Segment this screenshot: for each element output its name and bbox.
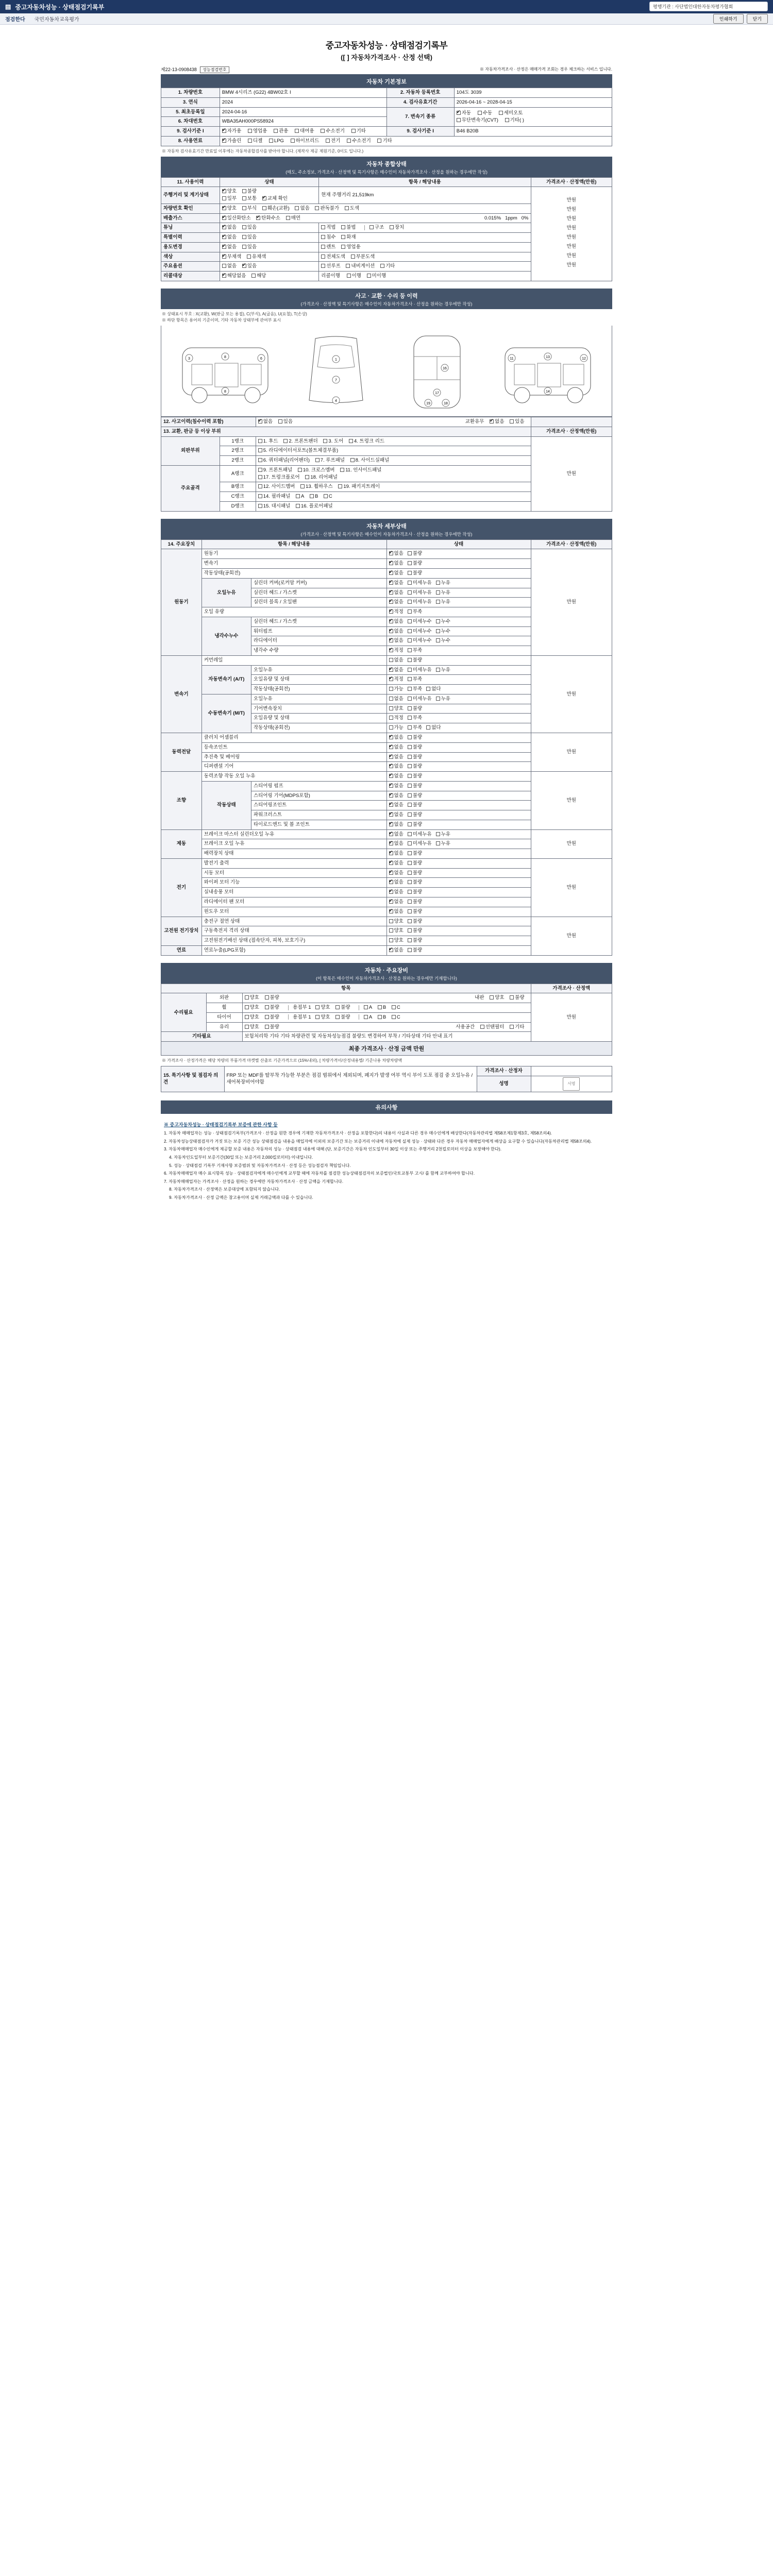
sec4-row-label-e9: 라디에이터 [251,636,387,646]
section2-band: 자동차 종합상태 (매도, 주소정보, 가격조사 · 산정액 및 특기사항은 매수인이 자동차가격조사 · 산정을 원하는 경우에만 작성) [161,157,612,177]
section3-price-cell[interactable]: 만원 [531,436,612,511]
svg-text:8: 8 [224,355,226,360]
field-label-model: 1. 차량번호 [161,88,220,98]
sec4-row-state-e2[interactable]: ✔ 없음 불량 [386,568,531,578]
sec4-row-label-s1: 스티어링 펌프 [251,781,387,791]
sec4-row-state-el1[interactable]: ✔ 없음 불량 [386,868,531,878]
sec4-row-label-t7: 작동상태(공회전) [251,723,387,733]
sec4-group-engine: 원동기 [161,549,202,655]
sec4-row-state-s0[interactable]: ✔ 없음 불량 [386,772,531,782]
recall-label: 리콜이행 [321,273,340,279]
sec2-row-state-1[interactable]: ✔ 양호 부식 훼손(교환) 없음 판독불가 도색 [220,204,531,213]
field-label-reg: 2. 자동차 등록번호 [386,88,454,98]
sec4-row-state-e6[interactable]: ✔ 적정 부족 [386,607,531,617]
browser-window-controls[interactable] [653,4,768,10]
price-3: 만원 [566,225,576,231]
section3-band: 사고 · 교환 · 수리 등 이력 (가격조사 · 산정액 및 특기사항은 매수인이 자동차가격조사 · 산정을 원하는 경우에만 작성) [161,289,612,309]
svg-text:6: 6 [260,357,262,361]
svg-text:14: 14 [546,390,550,394]
sec5-row-name-0: 외판 [206,993,242,1003]
sec4-sub-coolant: 냉각수누수 [201,617,251,655]
sec4-row-label-t3: 작동상태(공회전) [251,685,387,694]
field-value-valid: 2026-04-16 ~ 2028-04-15 [454,97,612,107]
sec4-row-label-s5: 타이로드엔드 및 볼 조인트 [251,820,387,829]
sec2-row-state-5[interactable]: ✔ 없음 있음 [220,242,319,252]
row12-price [531,417,612,427]
sec4-row-label-f0: 연료누출(LPG포함) [201,945,386,955]
sec5-row-value-2[interactable]: 양호 불량 용접부 1 양호 불량 A B C [242,1012,531,1022]
guide-item-1: 2. 자동차성능상태점검자가 거짓 또는 보증 기간 성능 상태점검을 내용을 매입자에 이외의 보증기간 또는 보증거리 이내에 자동차에 실제 성능 · 상태와 다른 경우 자동차 매매업자에게 배상을 요구할 수 있습니다(자동차관리법 제58조의4). [164,1139,592,1144]
sec4-row-label-el3: 실내송풍 모터 [201,888,386,897]
row15-signature[interactable] [531,1076,612,1092]
field-label-firstreg: 5. 최초등록일 [161,107,220,117]
guide-band: 유의사항 [161,1100,612,1114]
rule-badge: 성능점검번호 [200,66,229,73]
guide-item-0: 1. 자동차 매매업자는 성능 · 상태점검기록부(가격조사 · 산정을 원한 경우에 기재한 자동차가격조사 · 산정을 포함한다)의 내용이 사실과 다른 경우 매수인에게 배상한다(자동차관리법 제58조제1항제3호, 제58조의4). [164,1131,552,1136]
sec4-row-label-s0: 동력조향 작동 오일 누유 [201,772,386,782]
sec2-head-1: 상태 [220,177,319,187]
browser-title: 중고자동차성능 · 상태점검기록부 [15,3,105,11]
sec4-row-state-el3[interactable]: ✔ 없음 불량 [386,888,531,897]
sec5-mid-1: 용접부 1 [293,1005,311,1011]
row13-label: 13. 교환, 판금 등 이상 부위 [161,427,531,436]
sec2-row-state-7[interactable]: 없음 ✔ 있음 [220,262,319,272]
sec5-row-value-3[interactable]: 양호 불량 사용공간 선탠필터 기타 [242,1022,531,1032]
sec2-row-name-5: 용도변경 [161,242,220,252]
sec4-price-electric[interactable]: 만원 [531,858,612,917]
sec4-row-state-s1[interactable]: ✔ 없음 불량 [386,781,531,791]
sec4-row-label-t5: 기어변속장치 [251,704,387,714]
sec4-head-1: 항목 / 해당내용 [201,539,386,549]
sec4-row-label-e1: 변속기 [201,559,386,569]
price-0: 만원 [566,197,576,204]
sec4-row-label-t0: 커먼레일 [201,655,386,665]
sec4-row-label-e0: 원동기 [201,549,386,559]
sec5-mid-2: 용접부 1 [293,1014,311,1020]
sec4-row-state-e8[interactable]: ✔ 없음 미세누수 누수 [386,626,531,636]
sec5-price[interactable]: 만원 [531,993,612,1042]
sec4-row-label-b2: 배력장치 상태 [201,849,386,859]
sec4-row-state-s5[interactable]: ✔ 없음 불량 [386,820,531,829]
sec2-row-detail-7[interactable]: 선루프 내비게이션 기타 [319,262,531,272]
sec4-row-label-e7: 실린더 헤드 / 가스켓 [251,617,387,626]
sec2-row-state-6[interactable]: ✔ 무채색 유채색 [220,252,319,262]
tab-inspection[interactable]: 점검한다 [5,17,25,23]
group2-items-3[interactable]: 15. 대시패널 16. 플로어패널 [256,501,531,511]
sec4-row-label-s4: 파워크러스트 [251,810,387,820]
group2-rank-2: C랭크 [220,492,256,502]
svg-text:18: 18 [443,402,448,406]
field-value-vin: WBA35AH000PS58924 [220,117,386,127]
car-diagram [161,326,612,417]
group1-rank-2: 2랭크 [220,456,256,466]
sec4-row-state-s2[interactable]: ✔ 없음 불량 [386,791,531,801]
field-label-engine: 9. 검사기준 I [386,127,454,137]
sec4-row-state-e3[interactable]: ✔ 없음 미세누유 누유 [386,578,531,588]
sec4-row-state-e5[interactable]: ✔ 없음 미세누유 누유 [386,598,531,607]
row12-right-label: 교환유무 [465,419,484,425]
sec4-row-label-t2: 오일유량 및 상태 [251,675,387,685]
group2-items-1[interactable]: 12. 사이드멤버 13. 휠하우스 19. 패키지트레이 [256,482,531,492]
close-button[interactable]: 닫기 [747,14,768,24]
sec4-row-state-b2[interactable]: ✔ 없음 불량 [386,849,531,859]
section3-note1: ※ 상태표시 부호 : X(교환), W(판금 또는 용접), C(부식), A(굽음), U(요철), T(손상) [162,312,307,317]
sec4-row-state-el4[interactable]: ✔ 없음 불량 [386,897,531,907]
sec4-price-trans[interactable]: 만원 [531,655,612,733]
sec2-row-detail-5[interactable]: 렌트 영업용 [319,242,531,252]
sec4-row-label-hv2: 고전원전기배선 상태 (접속단자, 피복, 보호기구) [201,936,386,946]
sec4-sub-oilleak: 오일누유 [201,578,251,607]
row15-signer-name[interactable] [531,1066,612,1076]
section1-band: 자동차 기본정보 [161,74,612,88]
svg-text:3: 3 [188,357,190,361]
tab-evaluation[interactable]: 국민자동차교육평가 [34,17,79,23]
field-value-reg: 104도 3039 [454,88,612,98]
field-value-model: BMW 4시리즈 (G22) 4BW02호 I [220,88,386,98]
row15-opt-0: 가격조사 · 산정자 [477,1066,531,1076]
field-label-vin: 6. 차대번호 [161,117,220,127]
sec4-row-label-s3: 스티어링조인트 [251,801,387,810]
svg-text:1: 1 [335,358,338,362]
final-price-bar: 최종 가격조사 · 산정 금액 만원 [161,1042,612,1056]
page-subtitle: ([ ] 자동차가격조사 · 산정 선택) [341,54,432,61]
sec4-row-state-p2[interactable]: ✔ 없음 불량 [386,752,531,762]
car-front-diagram [297,331,375,413]
browser-topbar [0,0,773,13]
sec4-row-label-el1: 시동 모터 [201,868,386,878]
sec2-row-state-8[interactable]: ✔ 해당없음 해당 [220,272,319,281]
section3-notes [161,309,612,326]
field-value-use[interactable]: ✔ 자가용 영업용 관용 대여용 수소전기 기타 [220,127,386,137]
sec4-row-state-b1[interactable]: ✔ 없음 미세누유 누유 [386,839,531,849]
sec4-price-engine[interactable]: 만원 [531,549,612,655]
sec2-row-state-2[interactable]: ✔ 일산화탄소 ✔ 탄화수소 매연 0.015% 1ppm 0% [220,213,531,223]
sec4-row-state-b0[interactable]: ✔ 없음 미세누유 누유 [386,829,531,839]
group2-label: 주요골격 [161,465,220,511]
field-value-year: 2024 [220,97,386,107]
field-label-trans: 7. 변속기 종류 [386,107,454,127]
sec4-row-label-p3: 디퍼렌셜 기어 [201,762,386,772]
browser-subbar [0,13,773,25]
section1-table [161,88,612,146]
sec4-row-state-f0[interactable]: ✔ 없음 불량 [386,945,531,955]
sec5-head-0: 항목 [161,984,531,993]
sec4-row-label-t4: 오일누유 [251,694,387,704]
group2-items-0[interactable]: 9. 프론트패널 10. 크로스멤버 11. 인사이드패널 17. 트렁크플로어 18. 리어패널 [256,465,531,482]
sec4-row-label-e4: 실린더 헤드 / 가스켓 [251,588,387,598]
guide-item-4: 5. 성능 · 상태점검 기록부 기재사항 보증범위 및 자동차가격조사 · 산정 등은 성능점검자 책임입니다. [169,1163,351,1168]
guide-item-6: 7. 자동차매매업자는 가격조사 · 산정을 원하는 경우에만 자동차가격조사 · 산정 금액을 기재합니다. [164,1179,344,1184]
sec2-row-detail-4[interactable]: 침수 화재 [319,233,531,243]
sec4-row-label-hv1: 구동축전지 격리 상태 [201,926,386,936]
sec4-row-state-e9[interactable]: ✔ 없음 미세누수 누수 [386,636,531,646]
sec4-row-label-e3: 실린더 커버(로커암 커버) [251,578,387,588]
svg-text:16: 16 [442,367,447,371]
sec4-row-state-e0[interactable]: ✔ 없음 불량 [386,549,531,559]
sec4-sub-mt: 수동변속기 (M/T) [201,694,251,733]
final-note: ※ 가격조사 · 산정가격은 해당 차량의 부품가격 마켓별 산출로 기준가격으로 (15%내외), [ 차량가격이/산정내용별/ 기준나용 차량차량액 [162,1058,402,1063]
sec2-row-detail-8[interactable]: 리콜이행 이행 미이행 [319,272,531,281]
sec2-row-name-6: 색상 [161,252,220,262]
field-value-firstreg: 2024-04-16 [220,107,386,117]
sec5-row-value-1[interactable]: 양호 불량 용접부 1 양호 불량 A B C [242,1003,531,1013]
sec4-row-label-e6: 오일 유량 [201,607,386,617]
sec4-row-label-el5: 윈도우 모터 [201,907,386,917]
sec4-row-state-s4[interactable]: ✔ 없음 불량 [386,810,531,820]
sec2-row-name-7: 주요옵션 [161,262,220,272]
field-value-trans[interactable]: ✔자동 수동 세미오토 무단변속기(CVT) 기타( ) [454,107,612,127]
sec5-head-1: 가격조사 · 산정액 [531,984,612,993]
svg-text:17: 17 [434,392,439,396]
price-4: 만원 [566,234,576,241]
sec4-row-label-hv0: 충전구 절연 상태 [201,917,386,926]
sec4-row-state-s3[interactable]: ✔ 없음 불량 [386,801,531,810]
sec4-row-label-e2: 작동상태(공회전) [201,568,386,578]
signature-stamp: 서명 [563,1077,580,1091]
section2-table [161,177,612,281]
field-label-valid: 4. 검사유효기간 [386,97,454,107]
sec4-row-label-el0: 발전기 출력 [201,858,386,868]
sec2-row-name-2: 배출가스 [161,213,220,223]
sec5-etc-label: 기타필요 [161,1032,243,1042]
sec4-row-state-e4[interactable]: ✔ 없음 미세누유 누유 [386,588,531,598]
sec4-row-state-t7[interactable]: 가능 부족 없다 [386,723,531,733]
url-display[interactable]: 평행기관 : 사단법인대한자동차평가협회 [649,2,768,11]
guide-body [161,1114,612,1207]
sec2-row-name-3: 튜닝 [161,223,220,233]
row15-opt-1: 성명 [477,1076,531,1092]
document-page [0,25,773,1222]
sec5-row-right-name-3: 사용공간 [456,1024,475,1030]
sec2-row-detail-3[interactable]: 적법 불법 구조 장치 [319,223,531,233]
row12-label: 12. 사고이력(침수이력 포함) [161,417,256,427]
sec4-sub-operate: 작동상태 [201,781,251,829]
row12-value[interactable]: ✔ 없음 있음 교환유무 ✔ 없음 있음 [256,417,531,427]
sec2-head-3: 가격조사 · 산정액(만원) [531,177,612,187]
field-label-use: 9. 검사기준 I [161,127,220,137]
sec4-row-state-p1[interactable]: ✔ 없음 불량 [386,742,531,752]
sec4-row-state-t1[interactable]: ✔ 없음 미세누유 누유 [386,665,531,675]
sec2-row-name-8: 리콜대상 [161,272,220,281]
sec4-sub-at: 자동변속기 (A/T) [201,665,251,694]
sec2-price-col[interactable] [531,187,612,281]
svg-text:4: 4 [335,399,338,403]
sec5-row-name-2: 타이어 [206,1012,242,1022]
car-side-left-diagram [176,333,274,411]
sec4-group-steering: 조향 [161,772,202,830]
sec4-row-state-p3[interactable]: ✔ 없음 불량 [386,762,531,772]
section5-table [161,984,612,1042]
sec4-row-label-el4: 라디에이터 팬 모터 [201,897,386,907]
sec2-row-name-1: 차량번호 확인 [161,204,220,213]
price-7: 만원 [566,262,576,268]
sec4-head-0: 14. 주요장치 [161,539,202,549]
sec4-row-state-e10[interactable]: ✔ 적정 부족 [386,646,531,656]
document-meta [161,66,612,73]
field-label-fuel: 8. 사용연료 [161,136,220,146]
svg-text:7: 7 [335,379,338,383]
sec2-row-name-0: 주행거리 및 계기상태 [161,187,220,204]
sec4-row-label-p2: 추진축 및 베어링 [201,752,386,762]
price-5: 만원 [566,244,576,250]
sec4-row-state-t4[interactable]: 없음 미세누유 누유 [386,694,531,704]
sec2-head-2: 항목 / 해당내용 [319,177,531,187]
sec4-row-label-e10: 냉각수 수량 [251,646,387,656]
guide-title: ※ 중고자동차성능 · 상태점검기록부 보증에 관한 사항 등 [164,1122,278,1127]
sec4-row-state-t2[interactable]: ✔ 적정 부족 [386,675,531,685]
svg-text:11: 11 [510,357,514,361]
sec4-price-steering[interactable]: 만원 [531,772,612,830]
field-label-year: 3. 연식 [161,97,220,107]
sec4-group-hv: 고전원 전기장치 [161,917,202,945]
sec2-row-state-3[interactable]: ✔ 없음 있음 [220,223,319,233]
section4-band: 자동차 세부상태 (가격조사 · 산정액 및 특기사항은 매수인이 자동차가격조사 · 산정을 원하는 경우에만 작성) [161,519,612,539]
sec2-head-0: 11. 사용이력 [161,177,220,187]
sec4-row-state-t0[interactable]: 없음 불량 [386,655,531,665]
sec5-row-right-name-0: 내판 [475,995,484,1001]
section3-table [161,417,612,512]
sec4-row-state-el5[interactable]: ✔ 없음 불량 [386,907,531,917]
sec4-price-power[interactable]: 만원 [531,733,612,771]
sec4-price-brake[interactable]: 만원 [531,829,612,858]
rule-number: 제22-13-0908438 [161,67,197,72]
guide-item-7: 8. 자동차가격조사 · 산정액은 보증대상에 포함되지 않습니다. [169,1187,280,1192]
section5-band: 자동차 · 주요장비 (이 항목은 매수인이 자동차가격조사 · 산정을 원하는 경우에만 기재합니다) [161,963,612,984]
sec5-row-name-1: 휠 [206,1003,242,1013]
sec4-row-state-e7[interactable]: ✔ 없음 미세누수 누수 [386,617,531,626]
group2-rank-1: B랭크 [220,482,256,492]
guide-item-3: 4. 자동차인도일부터 보증기간(30일 또는 보증거리 2,000킬로미터) 이내입니다. [169,1155,313,1160]
sec4-row-label-s2: 스티어링 기어(MDPS포함) [251,791,387,801]
svg-text:13: 13 [546,355,550,360]
sec4-row-state-hv2[interactable]: 양호 불량 [386,936,531,946]
sec4-group-power: 동력전달 [161,733,202,771]
sec2-row-detail-6[interactable]: 전체도색 부분도색 [319,252,531,262]
svg-text:12: 12 [582,357,586,361]
group2-rank-3: D랭크 [220,501,256,511]
sec4-row-state-p0[interactable]: ✔ 없음 불량 [386,733,531,742]
field-value-engine: B46 B20B [454,127,612,137]
sec2-row-state-4[interactable]: ✔ 없음 있음 [220,233,319,243]
print-button[interactable]: 인쇄하기 [713,14,744,24]
group2-items-2[interactable]: 14. 필라패널 A B C [256,492,531,502]
sec4-head-2: 상태 [386,539,531,549]
browser-title-area [5,3,104,11]
sec4-row-label-e5: 실린더 블록 / 오일팬 [251,598,387,607]
sec4-row-state-t5[interactable]: 양호 불량 [386,704,531,714]
group2-rank-0: A랭크 [220,465,256,482]
field-value-fuel[interactable]: ✔ 가솔린 디젤 LPG 하이브리드 전기 수소전기 기타 [220,136,612,146]
group1-rank-1: 2랭크 [220,446,256,456]
sec4-group-electric: 전기 [161,858,202,917]
group1-items-1[interactable]: 5. 라디에이터서포트(볼트체결부품) [256,446,531,456]
guide-item-2: 3. 자동차매매업자 매수인에게 제공할 보증 내용은 자동차의 성능 · 상태점검 내용에 대해 (단, 보증기간은 자동차 인도일부터 30일 이상 또는 주행거리 2천킬로미터 이상을 보장해야 한다). [164,1147,501,1152]
svg-text:8: 8 [224,390,226,394]
sec4-row-state-hv0[interactable]: 양호 불량 [386,917,531,926]
price-2: 만원 [566,216,576,222]
guide-item-8: 9. 자동차가격조사 · 산정 금액은 참고용이며 실제 거래금액과 다를 수 있습니다. [169,1195,313,1200]
car-side-right-diagram [499,333,597,411]
section3-note2: ※ 하단 항목은 용어의 기준이며, 기타 자동차 상태부에 관여부 표시 [162,318,281,323]
price-6: 만원 [566,253,576,259]
sec4-row-label-b1: 브레이크 오일 누유 [201,839,386,849]
sec4-row-state-hv1[interactable]: 양호 불량 [386,926,531,936]
sec4-group-brake: 제동 [161,829,202,858]
doc-right-note: ※ 자동차가격조사 · 산정은 매매가격 조회는 경우 체크하는 서비스 입니다. [480,67,612,72]
sec2-row-name-4: 특별이력 [161,233,220,243]
price-1: 만원 [566,207,576,213]
sec4-row-label-t6: 오일유량 및 상태 [251,714,387,723]
sec4-row-label-e8: 워터펌프 [251,626,387,636]
sec4-row-label-p0: 클러치 어셈블리 [201,733,386,742]
sec4-row-state-t6[interactable]: 적정 부족 [386,714,531,723]
group1-items-0[interactable]: 1. 후드 2. 프론트팬더 3. 도어 4. 트렁크 리드 [256,436,531,446]
app-icon: ▤ [5,3,11,10]
sec5-label-repair: 수리필요 [161,993,207,1032]
sec4-group-trans: 변속기 [161,655,202,733]
svg-text:19: 19 [426,402,430,406]
group1-label: 외판부위 [161,436,220,465]
sec4-row-label-p1: 등속조인트 [201,742,386,752]
sec5-row-name-3: 유리 [206,1022,242,1032]
sec4-row-label-t1: 오일누유 [251,665,387,675]
sec4-group-fuel: 연료 [161,945,202,955]
sec4-row-state-el2[interactable]: ✔ 없음 불량 [386,878,531,888]
group1-items-2[interactable]: 6. 쿼터패널(리어팬더) 7. 루프패널 8. 사이드실패널 [256,456,531,466]
section4-table [161,539,612,956]
page-title: 중고자동차성능 · 상태점검기록부 [325,41,448,50]
sec4-row-state-t3[interactable]: 가능 부족 없다 [386,685,531,694]
guide-item-5: 6. 자동차매매업자 매수 표시항목 성능 · 상태점검자에게 매수인에게 교부할 때에 자동차를 점검한 성능상태점검자의 보증법인/국토교통부 고시/ 를 함께 교부하여야 합니다. [164,1171,475,1176]
sec2-row-state-0[interactable]: ✔양호 불량 일부 보통 ✔ 교체 확인 [220,187,319,204]
row15-label: 15. 특기사항 및 점검자 의견 [161,1066,225,1092]
group1-rank-0: 1랭크 [220,436,256,446]
sec4-row-label-b0: 브레이크 마스터 실린더오일 누유 [201,829,386,839]
sec4-price-hv[interactable]: 만원 [531,917,612,955]
sec5-row-value-0[interactable]: 양호 불량 내판 양호 불량 [242,993,531,1003]
sec4-row-state-e1[interactable]: ✔ 없음 불량 [386,559,531,569]
section1-note: ※ 자동차 검사유효기간 만료일 이후에는 자동차종합검사를 받아야 합니다. (제작사 제공 제원기준, 0이도 입니다.) [162,148,364,154]
sec4-row-label-el2: 와이퍼 모터 기능 [201,878,386,888]
sec5-etc-text: 보험처리학 기타 기타 차량관련 및 자동차성능점검 불량도 변경하여 부착 / 기타상태 기타 안내 표기 [242,1032,531,1042]
row13-price-head: 가격조사 · 산정액(만원) [531,427,612,436]
car-top-diagram [398,331,476,413]
sec4-head-3: 가격조사 · 산정액(만원) [531,539,612,549]
final-table [161,1066,612,1092]
sec4-row-state-el0[interactable]: ✔ 없음 불량 [386,858,531,868]
row15-text: FRP 또는 MDF를 탈부착 가능한 부분은 점검 범위에서 제외되며, 폐지가 발생 여부 역시 부이 도포 점검 중 오일누유 / 새어복장비어야함 [224,1066,477,1092]
sec2-row-detail-0: 현재 주행거리 21,519km [319,187,531,204]
document-sheet [161,38,612,1206]
